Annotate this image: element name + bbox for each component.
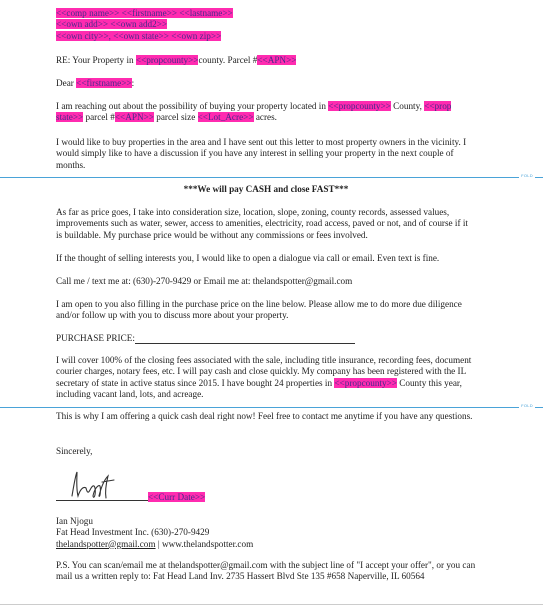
postscript: P.S. You can scan/email me at thelandspotter@gmail.com with the subject line of "I accept your offer", or you can mail us a written reply to: Fat Head Land Inv. 2735 Hassert Blvd Ste 135 #658 Naperville, IL 60564 — [56, 560, 476, 582]
fold-label: FOLD — [521, 403, 533, 408]
recipient-address — [56, 8, 476, 42]
headline: ***We will pay CASH and close FAST*** — [183, 184, 349, 194]
purchase-price-row — [56, 333, 476, 344]
paragraph-contact: Call me / text me at: (630)-270-9429 or Email me at: thelandspotter@gmail.com — [56, 276, 353, 286]
signer-block — [56, 516, 476, 550]
signature-line — [56, 500, 148, 501]
paragraph-closing-fees: I will cover 100% of the closing fees associated with the sale, including title insurance, recording fees, document courier charges, notary fees, etc. I will pay cash and close quickly. My company has been registered with the IL secretary of state in active status since 2015. I have bought 24 properties in <<propcounty>> County this year, including vacant land, lots, and acreage. — [56, 355, 472, 400]
paragraph-pricing: As far as price goes, I take into consideration size, location, slope, zoning, county records, assessed values, improvements such as water, sewer, access to amenities, electricity, road access, paved or not, and of course if it is buildable. My purchase price would be without any commissions or fees involved. — [56, 207, 468, 240]
merge-field-apn: <<APN>> — [114, 112, 154, 123]
merge-field-propcounty: <<propcounty>> — [135, 55, 199, 65]
merge-field-owner-address: <<own add>> <<own add2>> — [56, 19, 168, 30]
paragraph-intro: I would like to buy properties in the area and I have sent out this letter to most property owners in the vicinity. I would simply like to have a discussion if you have any interest in selling your property in the next couple of months. — [56, 137, 467, 170]
signer-website: | www.thelandspotter.com — [155, 538, 254, 549]
merge-field-comp-name: <<comp name>> — [56, 8, 120, 18]
signer-company: Fat Head Investment Inc. (630)-270-9429 — [56, 527, 210, 538]
paragraph-offer: This is why I am offering a quick cash deal right now! Feel free to contact me anytime if you have any questions. — [56, 411, 473, 421]
re-line: RE: Your Property in <<propcounty>>county. Parcel #<<APN>> — [56, 55, 297, 65]
signer-email-link[interactable]: thelandspotter@gmail.com — [56, 538, 156, 549]
merge-field-owner-name: <<firstname>> <<lastname>> — [119, 8, 232, 18]
salutation: Dear <<firstname>>: — [56, 78, 135, 88]
page-bottom-edge — [0, 604, 543, 605]
fold-label: FOLD — [521, 173, 533, 178]
signature-image — [64, 466, 134, 502]
merge-field-prop-state: <<prop state>> — [56, 101, 452, 123]
fold-line — [0, 173, 543, 178]
purchase-price-label: PURCHASE PRICE: — [56, 333, 135, 343]
merge-field-propcounty: <<propcounty>> — [334, 377, 397, 388]
paragraph-fill-price: I am open to you also filling in the purchase price on the line below. Please allow me to do more due diligence and/or follow up with you to discuss more about your property. — [56, 299, 462, 321]
merge-field-propcounty: <<propcounty>> — [328, 101, 391, 111]
merge-field-curr-date: <<Curr Date>> — [148, 492, 206, 502]
merge-field-firstname: <<firstname>> — [76, 78, 132, 88]
paragraph-property: I am reaching out about the possibility of buying your property located in <<propcounty>> County, <<prop state>> parcel #<<APN>> parcel size <<Lot_Acre>> acres. — [56, 101, 452, 123]
merge-field-apn: <<APN>> — [257, 55, 297, 65]
signer-name: Ian Njogu — [56, 516, 93, 526]
closing: Sincerely, — [56, 446, 93, 456]
purchase-price-line[interactable] — [135, 334, 355, 344]
merge-field-lot-acre: <<Lot_Acre>> — [197, 112, 254, 123]
fold-line — [0, 403, 543, 408]
paragraph-dialogue: If the thought of selling interests you, I would like to open a dialogue via call or email. Even text is fine. — [56, 253, 440, 263]
merge-field-owner-city-state-zip: <<own city>>, <<own state>> <<own zip>> — [56, 30, 222, 41]
